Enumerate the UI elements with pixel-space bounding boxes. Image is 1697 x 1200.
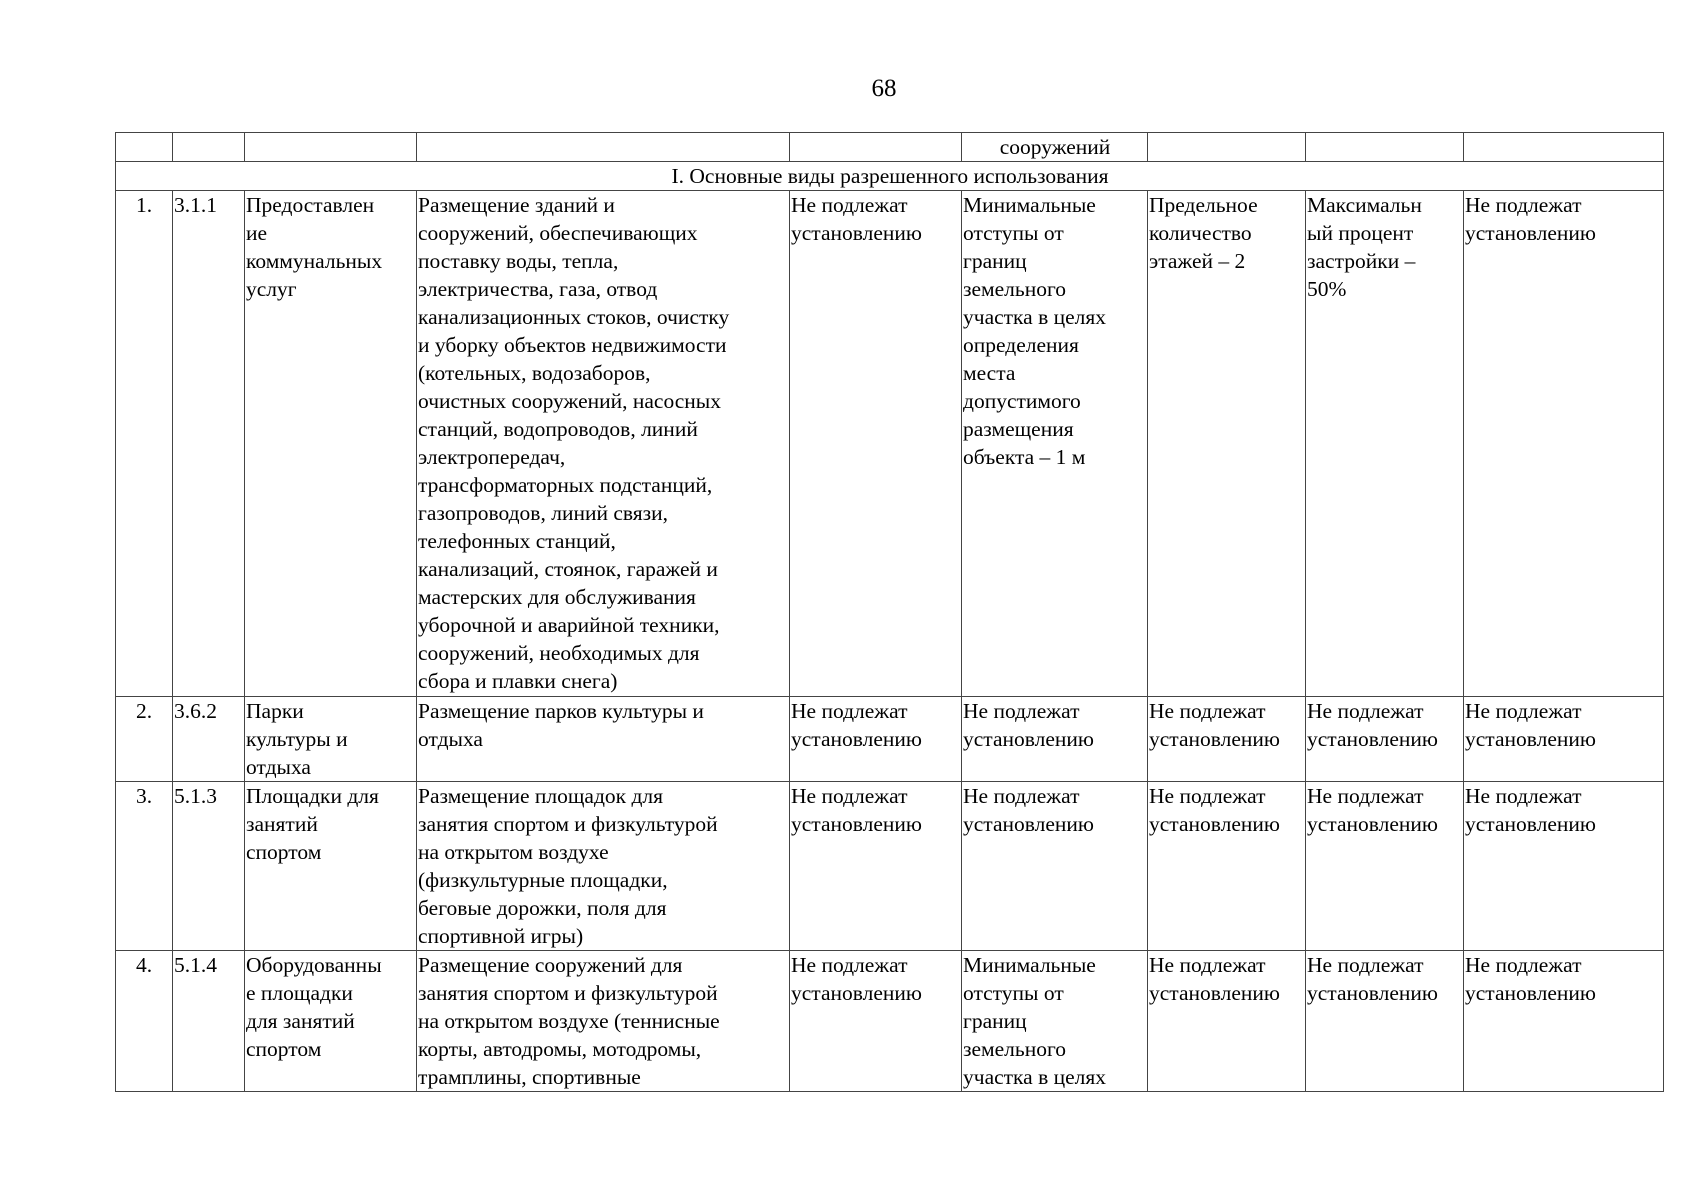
- row-col7: Не подлежат установлению: [1148, 951, 1306, 1092]
- row-name: Предоставлен ие коммунальных услуг: [245, 191, 417, 697]
- table-row: [116, 191, 1664, 697]
- table-row: [116, 782, 1664, 951]
- row-code: 3.6.2: [173, 697, 245, 782]
- row-col8: Не подлежат установлению: [1306, 697, 1464, 782]
- land-use-table: [115, 132, 1664, 1092]
- continuation-row: [116, 133, 1664, 162]
- row-col9: Не подлежат установлению: [1464, 951, 1664, 1092]
- row-description: Размещение площадок для занятия спортом и физкультурой на открытом воздухе (физкультурные площадки, беговые дорожки, поля для спортивной игры): [417, 782, 790, 951]
- table-cell: [1464, 133, 1664, 162]
- row-number: 1.: [116, 191, 173, 697]
- row-col5: Не подлежат установлению: [790, 191, 962, 697]
- row-name: Оборудованны е площадки для занятий спортом: [245, 951, 417, 1092]
- table-row: [116, 697, 1664, 782]
- row-col5: Не подлежат установлению: [790, 782, 962, 951]
- table-cell: [417, 133, 790, 162]
- table-cell: [116, 133, 173, 162]
- row-description: Размещение сооружений для занятия спортом и физкультурой на открытом воздухе (теннисные корты, автодромы, мотодромы, трамплины, спортивные: [417, 951, 790, 1092]
- row-col6: Минимальные отступы от границ земельного участка в целях определения места допустимого размещения объекта – 1 м: [962, 191, 1148, 697]
- row-description: Размещение парков культуры и отдыха: [417, 697, 790, 782]
- row-code: 5.1.4: [173, 951, 245, 1092]
- row-col9: Не подлежат установлению: [1464, 191, 1664, 697]
- row-col7: Не подлежат установлению: [1148, 697, 1306, 782]
- row-col8: Максимальн ый процент застройки – 50%: [1306, 191, 1464, 697]
- row-number: 2.: [116, 697, 173, 782]
- table-row: [116, 951, 1664, 1092]
- row-name: Парки культуры и отдыха: [245, 697, 417, 782]
- table-cell: [1148, 133, 1306, 162]
- section-title: I. Основные виды разрешенного использования: [116, 162, 1664, 191]
- page-number: 68: [871, 75, 897, 102]
- row-name: Площадки для занятий спортом: [245, 782, 417, 951]
- row-col5: Не подлежат установлению: [790, 697, 962, 782]
- row-col5: Не подлежат установлению: [790, 951, 962, 1092]
- row-code: 3.1.1: [173, 191, 245, 697]
- table-cell: сооружений: [962, 133, 1148, 162]
- row-col9: Не подлежат установлению: [1464, 782, 1664, 951]
- table-cell: [790, 133, 962, 162]
- row-col8: Не подлежат установлению: [1306, 782, 1464, 951]
- table-cell: [173, 133, 245, 162]
- row-col6: Не подлежат установлению: [962, 697, 1148, 782]
- row-code: 5.1.3: [173, 782, 245, 951]
- row-description: Размещение зданий и сооружений, обеспечивающих поставку воды, тепла, электричества, газа, отвод канализационных стоков, очистку и уборку объектов недвижимости (котельных, водозаборов, очистных сооружений, насосных станций, водопроводов, линий электропередач, трансформаторных подстанций, газопроводов, линий связи, телефонных станций, канализаций, стоянок, гаражей и мастерских для обслуживания уборочной и аварийной техники, сооружений, необходимых для сбора и плавки снега): [417, 191, 790, 697]
- row-col6: Минимальные отступы от границ земельного участка в целях: [962, 951, 1148, 1092]
- row-col8: Не подлежат установлению: [1306, 951, 1464, 1092]
- section-header-row: [116, 162, 1664, 191]
- row-number: 4.: [116, 951, 173, 1092]
- row-col7: Предельное количество этажей – 2: [1148, 191, 1306, 697]
- row-col9: Не подлежат установлению: [1464, 697, 1664, 782]
- row-number: 3.: [116, 782, 173, 951]
- table-cell: [245, 133, 417, 162]
- row-col6: Не подлежат установлению: [962, 782, 1148, 951]
- table-cell: [1306, 133, 1464, 162]
- row-col7: Не подлежат установлению: [1148, 782, 1306, 951]
